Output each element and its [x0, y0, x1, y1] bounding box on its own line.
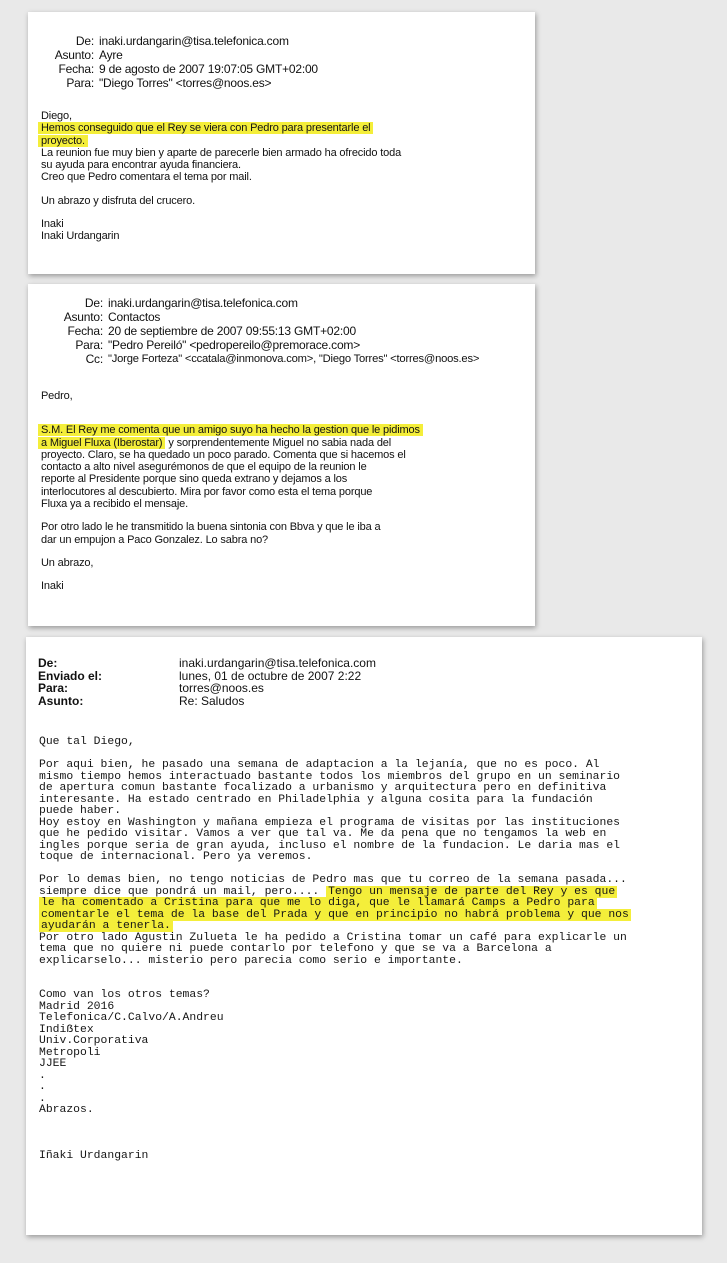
header-value: Re: Saludos: [179, 693, 245, 708]
body-line: de apertura comun bastante focalizado a urbanismo y arquitectura pero en definitiva: [39, 782, 607, 794]
body-line: Por lo demas bien, no tengo noticias de Pedro mas que tu correo de la semana pasada...: [39, 874, 627, 886]
body-line: interesante. Ha estado centrado en Philadelphia y alguna cosita para la fundación: [39, 793, 593, 806]
header-value: "Jorge Forteza" <ccatala@inmonova.com>, "Diego Torres" <torres@noos.es>: [108, 353, 480, 365]
signature: Inaki Urdangarin: [41, 230, 120, 243]
body-line: puede haber.: [39, 805, 122, 817]
body-line: contacto a alto nivel asegurémonos de que el equipo de la reunion le: [41, 461, 367, 474]
header-row-date: [28, 62, 318, 76]
header-label: Asunto:: [38, 693, 84, 708]
header-row-from: [28, 296, 479, 310]
email-1-header: [28, 34, 318, 90]
header-label: De:: [38, 656, 58, 670]
highlighted-text: comentarle el tema de la base del Prada y que en principio no habrá problema y que nos: [41, 908, 629, 921]
body-text: y sorprendentemente Miguel no sabia nada del: [165, 436, 392, 449]
header-label: Para:: [38, 681, 69, 696]
body-line: .: [39, 1069, 46, 1082]
body-line: tema que no quiere ni puede contarlo por telefono y que se va a Barcelona a: [39, 943, 552, 955]
closing: Un abrazo,: [41, 556, 94, 569]
header-row-subject: [28, 310, 479, 324]
header-value: lunes, 01 de octubre de 2007 2:22: [179, 668, 362, 683]
header-value: "Diego Torres" <torres@noos.es>: [99, 76, 272, 90]
highlighted-text: Tengo un mensaje de parte del Rey y es que: [328, 885, 616, 898]
header-label: Cc:: [85, 352, 103, 366]
body-line: dar un empujon a Paco Gonzalez. Lo sabra no?: [41, 533, 268, 546]
email-3-page: [26, 637, 702, 1235]
body-text: siempre dice que pondrá un mail, pero....: [39, 885, 327, 898]
body-line: Univ.Corporativa: [39, 1035, 149, 1047]
signature: Inaki: [41, 218, 64, 231]
header-label: De:: [84, 296, 103, 310]
body-line: que he pedido visitar. Vamos a ver que tal va. Me da pena que no tengamos la web en: [39, 828, 607, 840]
highlighted-text: proyecto.: [38, 135, 88, 147]
body-line: Por aqui bien, he pasado una semana de adaptacion a la lejanía, que no es poco. Al: [39, 759, 600, 771]
greeting: Que tal Diego,: [39, 736, 135, 748]
header-value: 20 de septiembre de 2007 09:55:13 GMT+02:00: [108, 324, 356, 338]
signature: Iñaki Urdangarin: [39, 1150, 149, 1162]
header-row-cc: [28, 352, 479, 366]
body-line: toque de internacional. Pero ya veremos.: [39, 851, 313, 863]
body-line: Telefonica/C.Calvo/A.Andreu: [39, 1012, 224, 1024]
header-value: inaki.urdangarin@tisa.telefonica.com: [179, 656, 376, 670]
body-line: proyecto. Claro, se ha quedado un poco parado. Comenta que si hacemos el: [41, 448, 406, 461]
header-label: Para:: [66, 76, 94, 90]
header-value: torres@noos.es: [179, 681, 264, 696]
body-line: reporte al Presidente porque sino queda extrano y dejamos a los: [41, 473, 348, 486]
highlighted-text: S.M. El Rey me comenta que un amigo suyo ha hecho la gestion que le pidimos: [38, 424, 423, 436]
highlighted-text: le ha comentado a Cristina para que me lo diga, que le llamará Camps a Pedro para: [41, 897, 595, 909]
body-line: .: [39, 1081, 46, 1093]
signature: Inaki: [41, 580, 64, 593]
header-row-to: [28, 338, 479, 352]
body-line: Metropoli: [39, 1046, 101, 1059]
body-line: Hoy estoy en Washington y mañana empieza el programa de visitas por las instituciones: [39, 816, 621, 829]
email-3-header: [38, 657, 376, 707]
header-value: 9 de agosto de 2007 19:07:05 GMT+02:00: [99, 62, 318, 76]
closing: Abrazos.: [39, 1104, 94, 1116]
header-value: inaki.urdangarin@tisa.telefonica.com: [108, 296, 298, 310]
email-1-body: [41, 110, 526, 243]
header-value: Contactos: [108, 310, 161, 324]
body-line: La reunion fue muy bien y aparte de parecerle bien armado ha ofrecido toda: [41, 146, 402, 159]
body-line: Como van los otros temas?: [39, 989, 210, 1001]
header-row-date: [28, 324, 479, 338]
body-line: Madrid 2016: [39, 1000, 115, 1013]
body-line: explicarselo... misterio pero parecia como serio e importante.: [39, 954, 463, 967]
body-line: su ayuda para encontrar ayuda financiera.: [41, 159, 241, 172]
greeting: Diego,: [41, 110, 72, 122]
body-line: interlocutores al descubierto. Mira por favor como esta el tema porque: [41, 485, 373, 498]
header-label: De:: [75, 34, 94, 48]
email-2-page: [28, 284, 535, 626]
header-row-to: [38, 682, 376, 695]
email-2-header: [28, 296, 479, 366]
highlighted-text: a Miguel Fluxa (Iberostar): [38, 437, 165, 449]
header-row-to: [28, 76, 318, 90]
header-row-subject: [38, 695, 376, 708]
body-line: Por otro lado Agustin Zulueta le ha pedido a Cristina tomar un café para explicarle un: [39, 931, 627, 944]
body-line: Por otro lado le he transmitido la buena sintonia con Bbva y que le iba a: [41, 521, 381, 534]
greeting: Pedro,: [41, 390, 73, 402]
header-row-from: [38, 657, 376, 670]
body-line: Creo que Pedro comentara el tema por mail.: [41, 171, 252, 184]
body-line: Indiẞtex: [39, 1023, 94, 1036]
header-label: Enviado el:: [38, 668, 103, 683]
header-label: Asunto:: [63, 310, 103, 324]
body-line: mismo tiempo hemos interactuado bastante todos los miembros del grupo en un seminario: [39, 770, 621, 783]
header-label: Asunto:: [54, 48, 94, 62]
email-3-body: [39, 737, 691, 1163]
header-value: inaki.urdangarin@tisa.telefonica.com: [99, 34, 289, 48]
body-line: JJEE: [39, 1058, 67, 1070]
header-row-from: [28, 34, 318, 48]
body-line: Fluxa ya a recibido el mensaje.: [41, 498, 188, 511]
header-label: Fecha:: [67, 324, 103, 338]
highlighted-text: ayudarán a tenerla.: [41, 920, 171, 932]
body-line: .: [39, 1092, 46, 1105]
email-2-body: [41, 390, 526, 593]
header-row-subject: [28, 48, 318, 62]
body-line: ingles porque seria de gran ayuda, incluso el nombre de la fundacion. Le daria mas el: [39, 839, 621, 852]
header-value: "Pedro Pereiló" <pedropereilo@premorace.com>: [108, 338, 361, 352]
header-label: Fecha:: [58, 62, 94, 76]
highlighted-text: Hemos conseguido que el Rey se viera con Pedro para presentarle el: [38, 122, 373, 134]
email-1-page: [28, 12, 535, 274]
closing: Un abrazo y disfruta del crucero.: [41, 194, 196, 207]
header-label: Para:: [75, 338, 103, 352]
header-value: Ayre: [99, 48, 123, 62]
